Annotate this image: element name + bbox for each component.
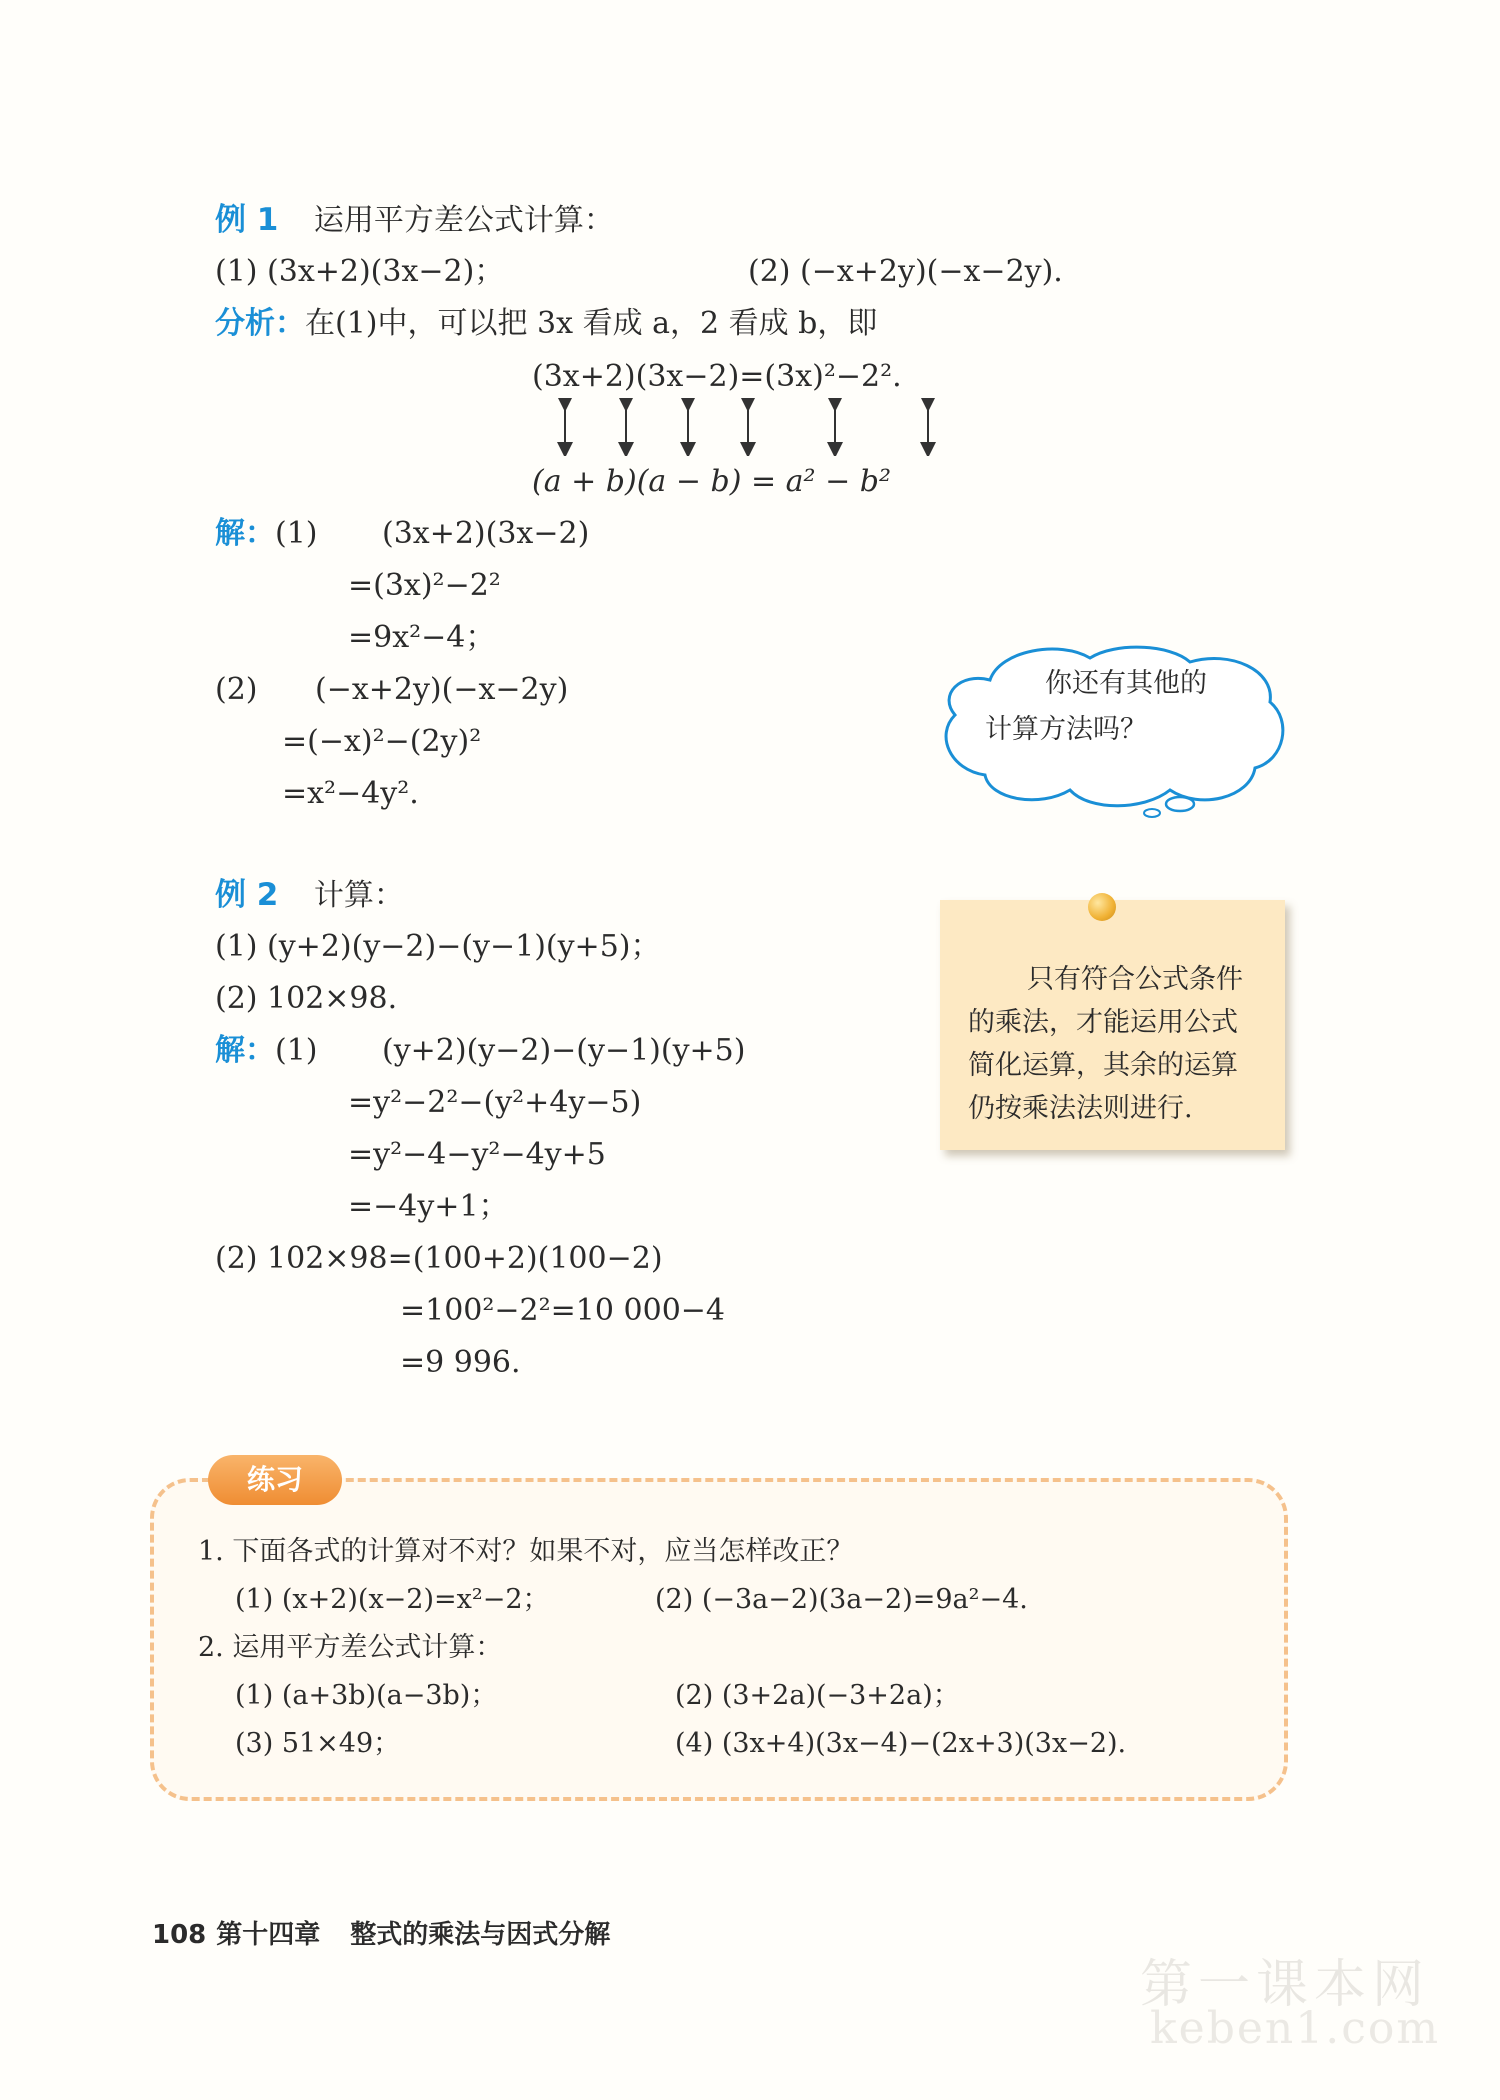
solution1-p2-line: =x²−4y². (282, 776, 419, 811)
example2-label: 例 2 (215, 877, 279, 913)
exercise-q2: 2. 运用平方差公式计算： (198, 1632, 503, 1663)
solution2-row1 (215, 1031, 318, 1071)
example1-heading (215, 200, 614, 241)
solution1-p1-line: (3x+2)(3x−2) (382, 516, 590, 551)
exercise-q1-a: (1) (x+2)(x−2)=x²−2； (235, 1584, 550, 1615)
cloud-line: 你还有其他的 (1045, 668, 1207, 699)
watermark-text: 第一课本网 (1140, 1955, 1431, 2015)
example1-q2: (2) (−x+2y)(−x−2y). (748, 254, 1063, 289)
solution1-p2-line: =(−x)²−(2y)² (282, 724, 482, 759)
note-line: 简化运算，其余的运算 (968, 1050, 1238, 1081)
solution1-p2-line: (−x+2y)(−x−2y) (315, 672, 569, 707)
watermark-url: keben1.com (1150, 2003, 1441, 2054)
solution2-p1-line: =y²−2²−(y²+4y−5) (348, 1085, 642, 1120)
analysis-label: 分析： (215, 306, 305, 341)
exercise-q2-a: (1) (a+3b)(a−3b)； (235, 1680, 498, 1711)
example2-q2: (2) 102×98. (215, 981, 398, 1016)
note-line: 的乘法，才能运用公式 (968, 1007, 1238, 1038)
solution1-label: 解： (215, 516, 275, 551)
analysis-line (215, 304, 877, 344)
example2-q1: (1) (y+2)(y−2)−(y−1)(y+5)； (215, 929, 661, 964)
example2-heading (215, 875, 404, 916)
solution1-p1-num: (1) (275, 516, 318, 551)
solution1-p1-line: =(3x)²−2² (348, 568, 501, 603)
example1-q1: (1) (3x+2)(3x−2)； (215, 254, 505, 289)
exercise-tag: 练习 (208, 1455, 342, 1505)
example1-label: 例 1 (215, 202, 279, 238)
solution2-label: 解： (215, 1033, 275, 1068)
chapter-label: 第十四章 (216, 1920, 321, 1950)
exercise-q2-c: (3) 51×49； (235, 1728, 401, 1759)
solution1-p2-num: (2) (215, 672, 258, 707)
pin-icon (1088, 893, 1116, 921)
note-line: 仍按乘法法则进行. (968, 1093, 1193, 1124)
analysis-eq-top: (3x+2)(3x−2)=(3x)²−2². (532, 359, 902, 394)
exercise-q2-b: (2) (3+2a)(−3+2a)； (675, 1680, 960, 1711)
exercise-q1: 1. 下面各式的计算对不对？如果不对，应当怎样改正？ (198, 1536, 854, 1567)
solution2-p1-line: (y+2)(y−2)−(y−1)(y+5) (382, 1033, 746, 1068)
solution2-p1-line: =−4y+1； (348, 1189, 509, 1224)
solution2-p2-line: (2) 102×98=(100+2)(100−2) (215, 1241, 663, 1276)
analysis-text: 在(1)中，可以把 3x 看成 a，2 看成 b，即 (305, 306, 878, 341)
page-footer (152, 1914, 610, 1951)
exercise-q1-b: (2) (−3a−2)(3a−2)=9a²−4. (655, 1584, 1028, 1615)
solution2-p2-line: =9 996. (400, 1345, 521, 1380)
example2-title: 计算： (313, 878, 404, 913)
analysis-eq-bottom: (a + b)(a − b) = a² − b² (532, 464, 891, 499)
correspondence-arrows (540, 398, 960, 456)
solution1-p1-line: =9x²−4； (348, 620, 496, 655)
solution2-p1-line: =y²−4−y²−4y+5 (348, 1137, 606, 1172)
example1-title: 运用平方差公式计算： (313, 203, 614, 238)
chapter-title: 整式的乘法与因式分解 (350, 1920, 611, 1950)
solution2-p2-line: =100²−2²=10 000−4 (400, 1293, 726, 1328)
solution2-p1-num: (1) (275, 1033, 318, 1068)
cloud-line: 计算方法吗？ (985, 714, 1147, 745)
exercise-q2-d: (4) (3x+4)(3x−4)−(2x+3)(3x−2). (675, 1728, 1127, 1759)
solution1-row1 (215, 514, 318, 554)
note-line: 只有符合公式条件 (1027, 964, 1243, 995)
page-number: 108 (152, 1920, 207, 1950)
